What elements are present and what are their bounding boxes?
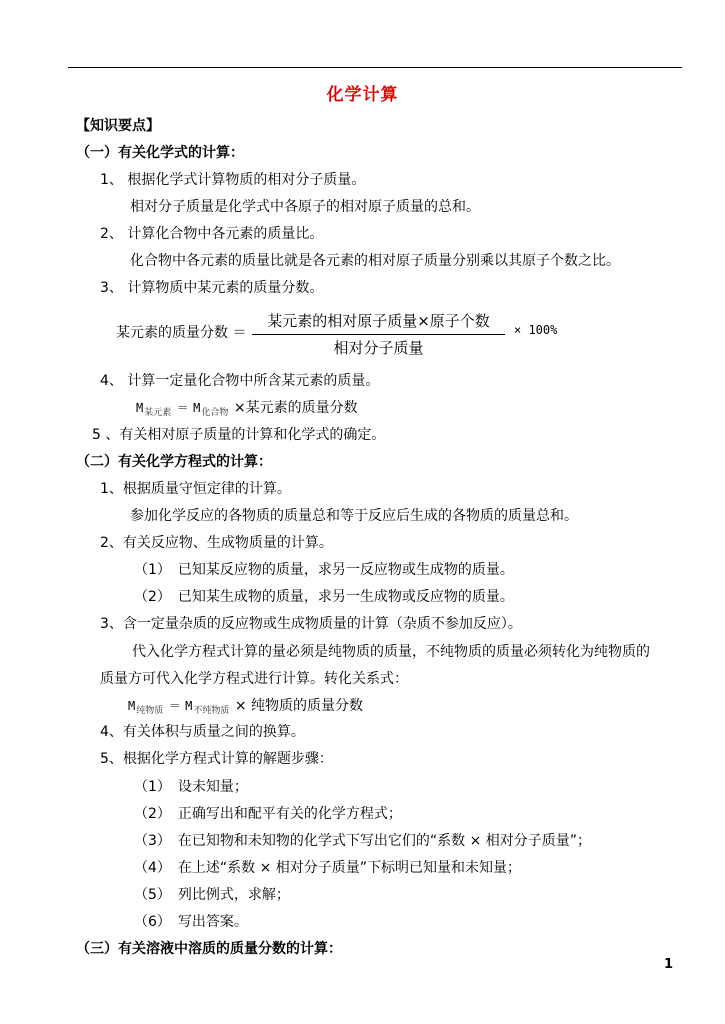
part2-item1-desc: 参加化学反应的各物质的质量总和等于反应后生成的各物质的质量总和。 xyxy=(130,508,578,524)
header-rule xyxy=(68,67,682,68)
mass-subscript: 某元素 xyxy=(144,408,172,418)
mass-symbol: M xyxy=(128,699,136,713)
equals-sign: ＝ xyxy=(176,401,189,415)
solution-step: （6） 写出答案。 xyxy=(134,914,248,930)
formula-fraction xyxy=(252,311,505,358)
part2-item3-desc2: 质量方可代入化学方程式进行计算。转化关系式： xyxy=(100,671,408,687)
formula-tail: ×某元素的质量分数 xyxy=(233,400,358,416)
solution-step: （4） 在上述“系数 × 相对分子质量”下标明已知量和未知量； xyxy=(134,860,522,876)
page-number: 1 xyxy=(664,957,674,972)
solution-step: （5） 列比例式，求解； xyxy=(134,887,290,903)
mass-subscript: 纯物质 xyxy=(136,706,164,716)
mass-symbol: M xyxy=(193,401,201,415)
solution-step: （1） 设未知量； xyxy=(134,779,248,795)
part3-heading: （三）有关溶液中溶质的质量分数的计算： xyxy=(76,941,342,957)
formula-denominator: 相对分子质量 xyxy=(333,339,424,357)
formula-tail: × 纯物质的质量分数 xyxy=(234,698,364,714)
part1-item2-desc: 化合物中各元素的质量比就是各元素的相对原子质量分别乘以其原子个数之比。 xyxy=(130,253,620,269)
mass-subscript: 化合物 xyxy=(201,408,229,418)
fraction-bar xyxy=(252,334,505,335)
part2-heading: （二）有关化学方程式的计算： xyxy=(76,454,272,470)
mass-symbol: M xyxy=(185,699,193,713)
part2-item3-desc1: 代入化学方程式计算的量必须是纯物质的质量，不纯物质的质量必须转化为纯物质的 xyxy=(132,644,650,660)
part1-item1: 1、 根据化学式计算物质的相对分子质量。 xyxy=(100,172,366,188)
part1-heading: （一）有关化学式的计算： xyxy=(76,145,244,161)
part2-item1: 1、根据质量守恒定律的计算。 xyxy=(100,481,291,497)
formula-numerator: 某元素的相对原子质量×原子个数 xyxy=(267,312,490,330)
part2-item3-formula xyxy=(128,696,363,718)
solution-step: （3） 在已知物和未知物的化学式下写出它们的“系数 × 相对分子质量”； xyxy=(134,833,592,849)
equals-sign: ＝ xyxy=(168,699,181,713)
part2-item2: 2、有关反应物、生成物质量的计算。 xyxy=(100,535,333,551)
section-header: 【知识要点】 xyxy=(76,118,160,134)
formula-percent: × 100% xyxy=(514,323,558,337)
page-title: 化学计算 xyxy=(326,85,399,105)
part1-item5: 5 、有关相对原子质量的计算和化学式的确定。 xyxy=(92,427,386,443)
mass-symbol: M xyxy=(136,401,144,415)
solution-step: （2） 正确写出和配平有关的化学方程式； xyxy=(134,806,402,822)
part2-item5: 5、根据化学方程式计算的解题步骤： xyxy=(100,751,333,767)
part1-item4: 4、 计算一定量化合物中所含某元素的质量。 xyxy=(100,373,380,389)
part2-item3: 3、含一定量杂质的反应物或生成物质量的计算（杂质不参加反应）。 xyxy=(100,616,522,632)
part1-item4-formula xyxy=(136,398,358,420)
formula-lhs: 某元素的质量分数 ＝ xyxy=(116,325,247,341)
part2-item2-sub2: （2） 已知某生成物的质量，求另一生成物或反应物的质量。 xyxy=(134,589,514,605)
mass-subscript: 不纯物质 xyxy=(193,706,230,716)
part1-item1-desc: 相对分子质量是化学式中各原子的相对原子质量的总和。 xyxy=(130,199,480,215)
part1-item3: 3、 计算物质中某元素的质量分数。 xyxy=(100,280,324,296)
part1-item2: 2、 计算化合物中各元素的质量比。 xyxy=(100,226,324,242)
part2-item4: 4、有关体积与质量之间的换算。 xyxy=(100,724,305,740)
part2-item2-sub1: （1） 已知某反应物的质量，求另一反应物或生成物的质量。 xyxy=(134,562,514,578)
